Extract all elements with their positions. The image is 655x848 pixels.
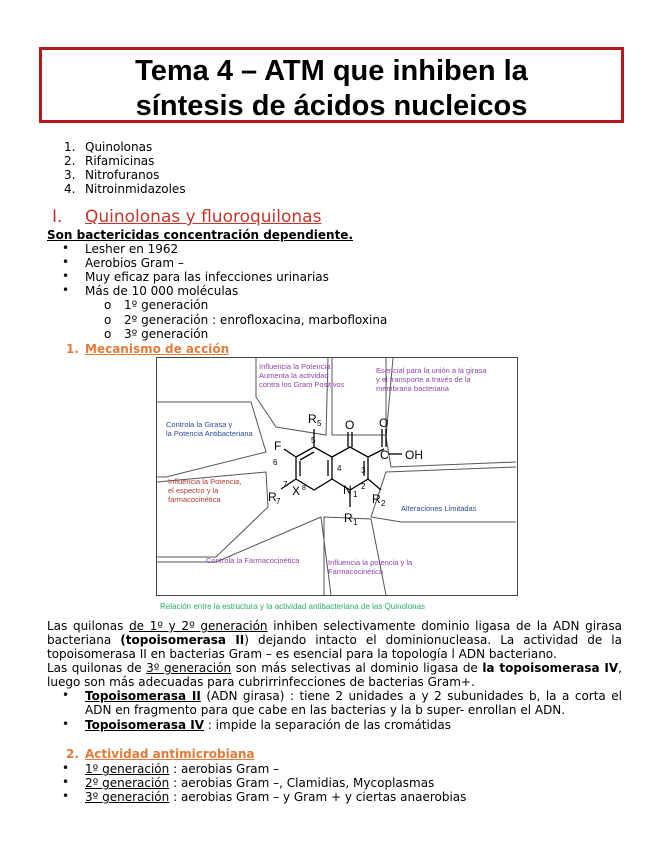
text-run: 3º generación	[146, 661, 232, 675]
svg-text:O: O	[379, 416, 389, 430]
topo-item	[85, 689, 622, 717]
svg-text:R: R	[344, 511, 353, 525]
toc-num: 2.	[64, 154, 76, 168]
box-farmaco: Controla la Farmacocinética	[206, 556, 300, 565]
bullet-dot: •	[62, 688, 70, 702]
activity-item	[85, 790, 466, 804]
section1-subtitle: Son bactericidas concentración dependiente.	[47, 228, 354, 242]
svg-text:2: 2	[361, 482, 366, 491]
svg-text:3: 3	[361, 466, 366, 475]
svg-text:5: 5	[317, 419, 322, 428]
toc-item: Rifamicinas	[85, 154, 155, 168]
section1-title: Quinolonas y fluoroquilonas	[85, 207, 322, 227]
generation-item: 1º generación	[124, 298, 209, 312]
activity-text: : aerobias Gram –	[169, 762, 280, 776]
svg-text:F: F	[274, 439, 282, 453]
text-run: la topoisomerasa IV	[482, 661, 619, 675]
text-run: (topoisomerasa II	[120, 633, 245, 648]
svg-text:X: X	[292, 484, 301, 498]
svg-text:5: 5	[311, 436, 316, 445]
activity-gen: 1º generación	[85, 762, 170, 776]
activity-gen: 3º generación	[85, 790, 170, 804]
toc-item: Nitrofuranos	[85, 168, 160, 182]
bullet-dot: •	[62, 255, 70, 269]
activity-item	[85, 762, 279, 776]
activity-text: : aerobias Gram –, Clamidias, Mycoplasmas	[169, 776, 435, 790]
topo-name: Topoisomerasa IV	[85, 718, 204, 732]
box-girasa-union: Esencial para la unión a la girasa y el transporte a través de la membrana bacteriana	[376, 366, 487, 393]
sub2-title: Actividad antimicrobiana	[85, 747, 255, 761]
svg-text:R: R	[308, 412, 317, 426]
paragraph-2	[47, 661, 622, 689]
bullet-dot: •	[62, 775, 70, 789]
quinolone-structure-figure	[156, 357, 518, 615]
topo-text: (ADN girasa) : tiene 2 unidades a y 2 subunidades b, la a corta el ADN en fragmento para que cabe en las bacterias y la b super- enrollan el ADN.	[85, 689, 622, 718]
svg-text:C: C	[380, 448, 389, 462]
topo-name: Topoisomerasa II	[85, 689, 201, 703]
svg-text:1: 1	[353, 518, 358, 527]
title-line1: Tema 4 – ATM que inhiben la	[135, 55, 528, 87]
text-run: Las quilonas	[47, 619, 130, 633]
toc-num: 3.	[64, 168, 76, 182]
bullet-dot: •	[62, 283, 70, 297]
bullet-item: Muy eficaz para las infecciones urinarias	[85, 270, 329, 284]
svg-text:R: R	[372, 492, 381, 506]
topo-text: : impide la separación de las cromátidas	[204, 718, 452, 732]
text-run: ) dejando intacto el dominionucleasa. La actividad de la topoisomerasa II en bacterias Gram – es esencial para la topología l ADN bacteriano.	[47, 633, 622, 662]
text-run: inhiben selectivamente dominio ligasa de la ADN girasa bacteriana	[47, 619, 622, 648]
toc-num: 4.	[64, 182, 76, 196]
activity-item	[85, 776, 434, 790]
bullet-dot: •	[62, 761, 70, 775]
box-potencia: Influencia la Potencia Aumenta la actividad contra los Gram Positivos	[259, 362, 345, 389]
section1-numeral: I.	[52, 207, 63, 227]
bullet-item: Más de 10 000 moléculas	[85, 284, 239, 298]
svg-text:2: 2	[381, 499, 386, 508]
activity-gen: 2º generación	[85, 776, 170, 790]
svg-text:8: 8	[302, 485, 306, 492]
bullet-dot: •	[62, 241, 70, 255]
sub1-num: 1.	[66, 342, 79, 356]
toc-num: 1.	[64, 140, 76, 154]
text-run: de 1º y 2º generación	[129, 619, 268, 633]
box-controla-girasa: Controla la Girasa y la Potencia Antibacteriana	[166, 420, 253, 438]
title-line2: síntesis de ácidos nucleicos	[135, 90, 528, 122]
bullet-item: Lesher en 1962	[85, 242, 179, 256]
box-potencia-farmaco: Influencia la potencia y la Farmacocinética	[328, 558, 413, 576]
sub-bullet-o: o	[104, 327, 112, 341]
svg-text:R: R	[268, 490, 277, 504]
svg-text:7: 7	[283, 480, 288, 489]
topo-item	[85, 718, 622, 732]
text-run: Las quilonas de	[47, 661, 147, 675]
svg-text:1: 1	[353, 490, 358, 499]
text-run: son más selectivas al dominio ligasa de	[231, 661, 483, 675]
sub-bullet-o: o	[104, 298, 112, 312]
text-run: , luego son más adecuadas para cubrirrinfecciones de bacterias Gram+.	[47, 661, 622, 690]
svg-text:N: N	[343, 483, 352, 497]
generation-item: 2º generación : enrofloxacina, marbofloxina	[124, 313, 388, 327]
svg-text:4: 4	[337, 464, 342, 473]
box-influencia-espectro: Influencia la Potencia, el espectro y la farmacocinética	[168, 477, 242, 504]
activity-text: : aerobias Gram – y Gram + y ciertas anaerobias	[169, 790, 467, 804]
sub-bullet-o: o	[104, 313, 112, 327]
box-alteraciones: Alteraciones Limitadas	[401, 504, 477, 513]
svg-text:6: 6	[273, 458, 278, 467]
bullet-dot: •	[62, 789, 70, 803]
paragraph-1	[47, 619, 622, 662]
svg-text:7: 7	[276, 497, 281, 506]
title-box	[39, 47, 624, 123]
bullet-item: Aerobios Gram –	[85, 256, 184, 270]
bullet-dot: •	[62, 717, 70, 731]
svg-text:O: O	[345, 418, 355, 432]
bullet-dot: •	[62, 269, 70, 283]
toc-item: Nitroinmidazoles	[85, 182, 186, 196]
svg-text:OH: OH	[405, 448, 423, 462]
generation-item: 3º generación	[124, 327, 209, 341]
toc-item: Quinolonas	[85, 140, 153, 154]
sub2-num: 2.	[66, 747, 79, 761]
sub1-title: Mecanismo de acción	[85, 342, 230, 356]
figure-caption: Relación entre la estructura y la actividad antibacteriana de las Quinolonas	[160, 602, 426, 611]
